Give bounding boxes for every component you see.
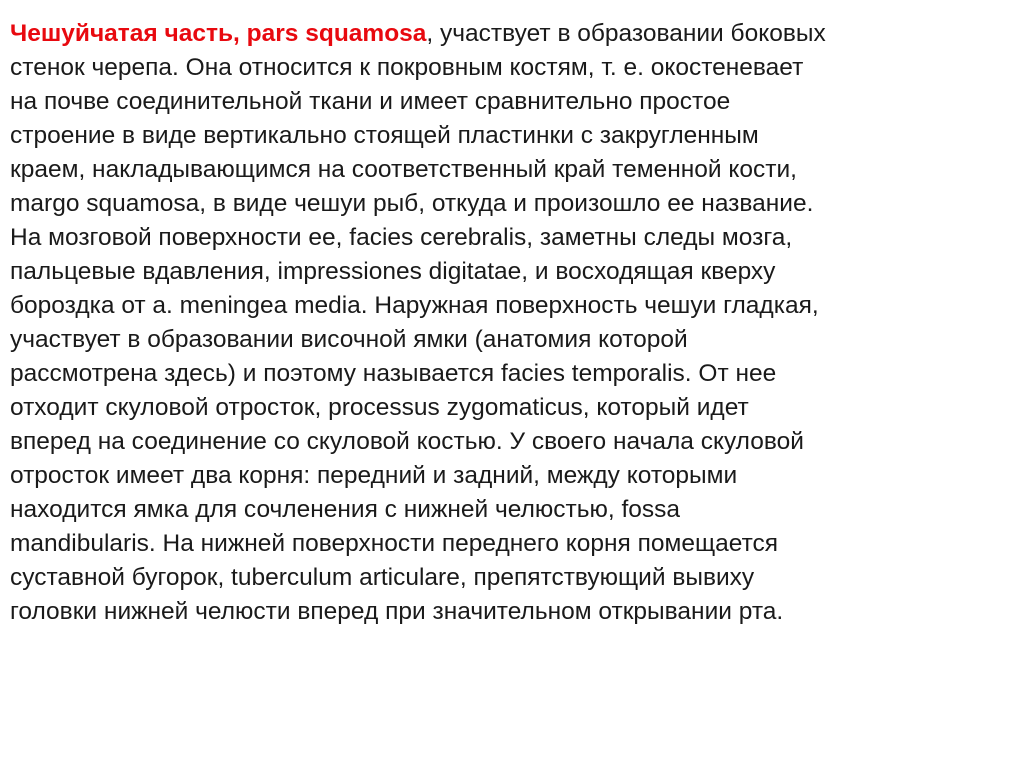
- highlighted-term: Чешуйчатая часть, pars squamosa: [10, 20, 427, 47]
- paragraph-text: , участвует в образовании боковых стенок черепа. Она относится к покровным костям, т. е. окостеневает на почве соединительной ткани и имеет сравнительно простое строение в виде вертикально стоящей пластинки с закругленным краем, накладывающимся на соответственный край теменной кости, margo squamosa, в виде чешуи рыб, откуда и произошло ее название. На мозговой поверхности ее, facies cerebralis, заметны следы мозга, пальцевые вдавления, impressiones digitatae, и восходящая кверху бороздка от a. meningea media. Наружная поверхность чешуи гладкая, участвует в образовании височной ямки (анатомия которой рассмотрена здесь) и поэтому называется facies temporalis. От нее отходит скуловой отросток, processus zygomaticus, который идет вперед на соединение со скуловой костью. У своего начала скуловой отросток имеет два корня: передний и задний, между которыми находится ямка для сочленения с нижней челюстью, fossa mandibularis. На нижней поверхности переднего корня помещается суставной бугорок, tuberculum articulare, препятствующий вывиху головки нижней челюсти вперед при значительном открывании рта.: [10, 20, 826, 625]
- body-paragraph: [10, 17, 1010, 629]
